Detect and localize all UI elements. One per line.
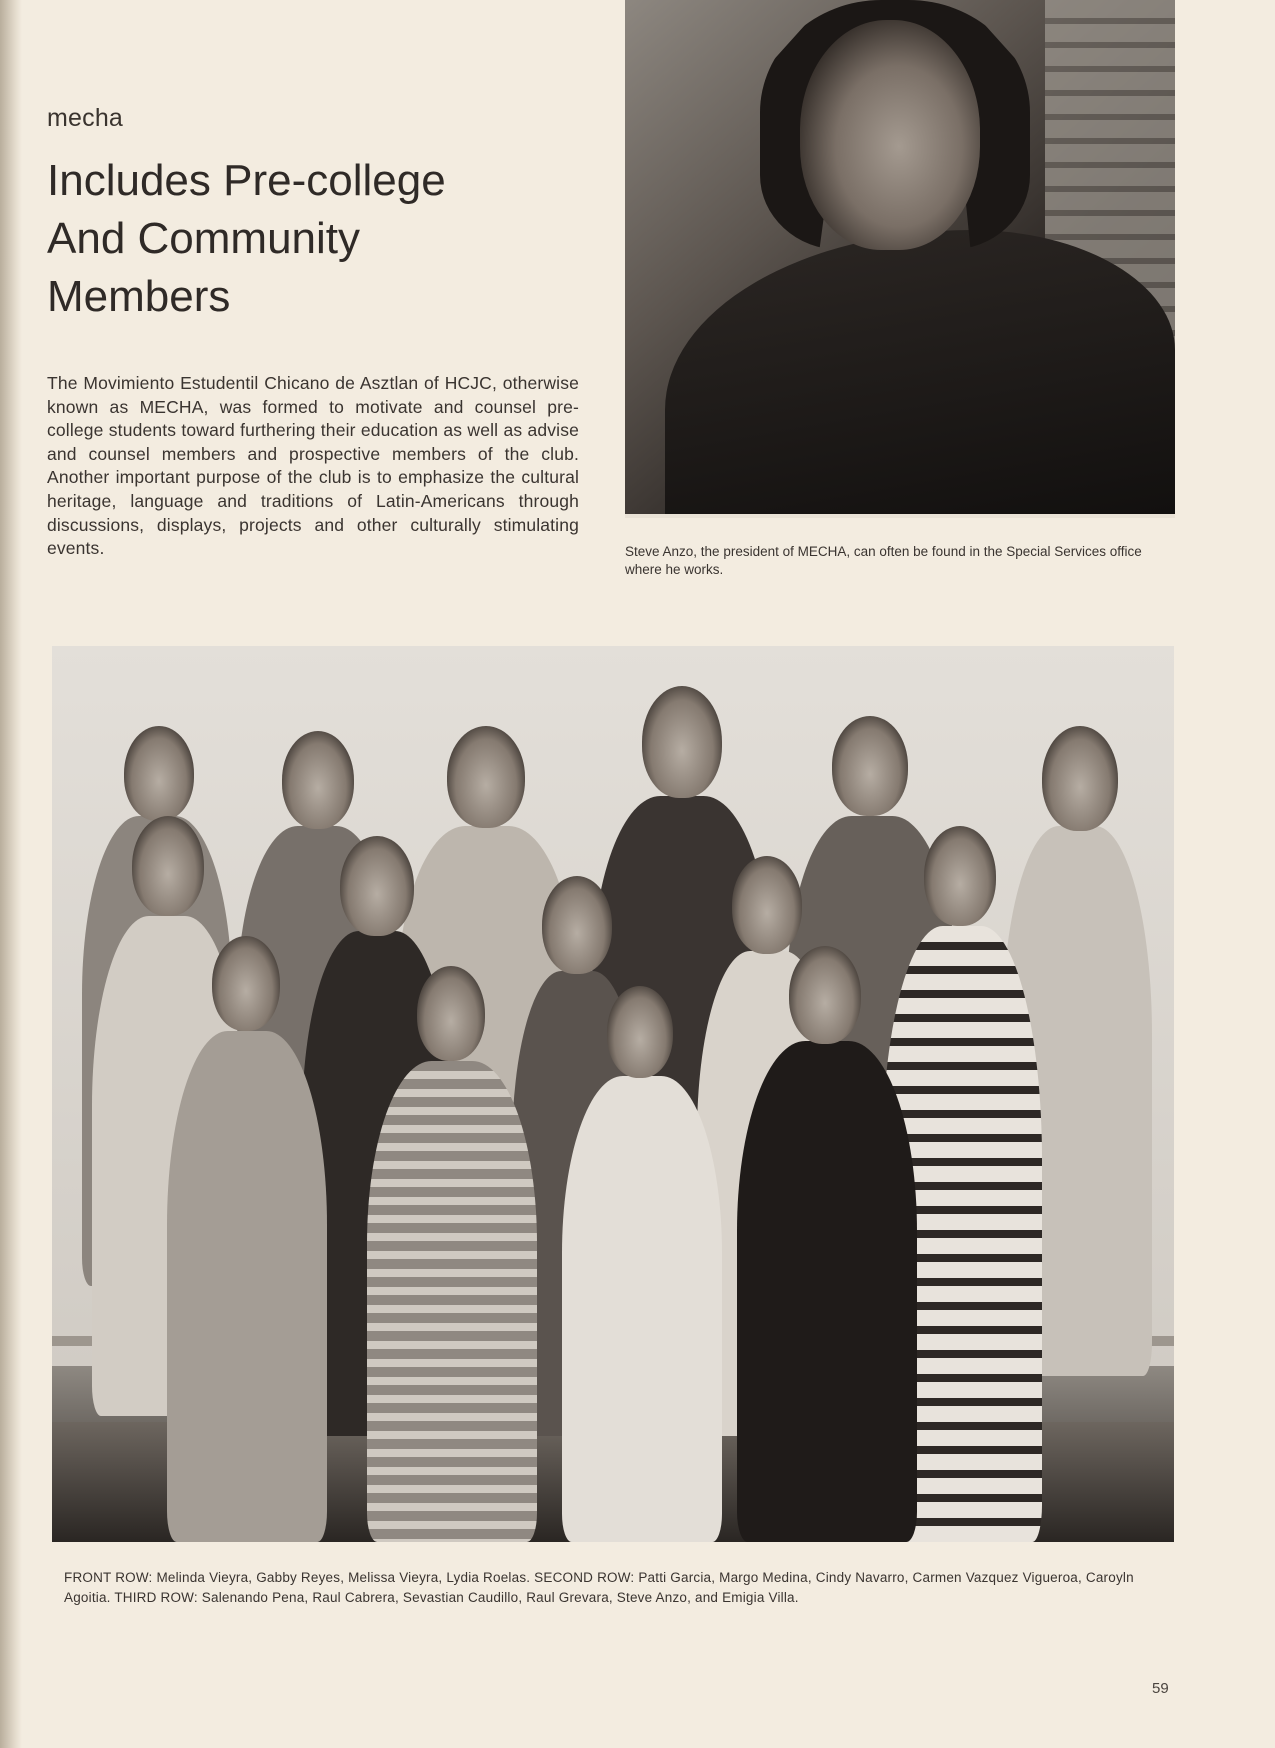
- group-member: [167, 936, 327, 1542]
- section-label: mecha: [47, 104, 124, 132]
- group-photo-caption: FRONT ROW: Melinda Vieyra, Gabby Reyes, Melissa Vieyra, Lydia Roelas. SECOND ROW: Patti Garcia, Margo Medina, Cindy Navarro, Carmen Vazquez Vigueroa, Caroyln Agoitia. THIRD ROW: Salenando Pena, Raul Cabrera, Sevastian Caudillo, Raul Grevara, Steve Anzo, and Emigia Villa.: [64, 1570, 1134, 1605]
- portrait-photo: [625, 0, 1175, 518]
- article-body: The Movimiento Estudentil Chicano de Asztlan of HCJC, otherwise known as MECHA, was formed to motivate and counsel pre-college students toward furthering their education as well as advise and counsel members and prospective members of the club. Another important purpose of the club is to emphasize the cultural heritage, language and traditions of Latin-Americans through discussions, displays, projects and other culturally stimulating events.: [47, 373, 579, 559]
- page-number: 59: [1152, 1680, 1169, 1697]
- headline-line-2: And Community: [47, 214, 361, 263]
- group-member: [737, 946, 917, 1542]
- headline-line-3: Members: [47, 272, 231, 321]
- group-member: [367, 966, 537, 1542]
- headline-line-1: Includes Pre-college: [47, 156, 446, 205]
- photo-edge: [625, 514, 1175, 518]
- portrait-shirt: [665, 230, 1175, 518]
- portrait-face: [800, 20, 980, 250]
- group-member: [562, 986, 722, 1542]
- portrait-caption: Steve Anzo, the president of MECHA, can often be found in the Special Services office where he works.: [625, 544, 1142, 577]
- headline: [47, 152, 517, 326]
- group-photo: [52, 646, 1174, 1542]
- page-binding-shadow: [0, 0, 22, 1748]
